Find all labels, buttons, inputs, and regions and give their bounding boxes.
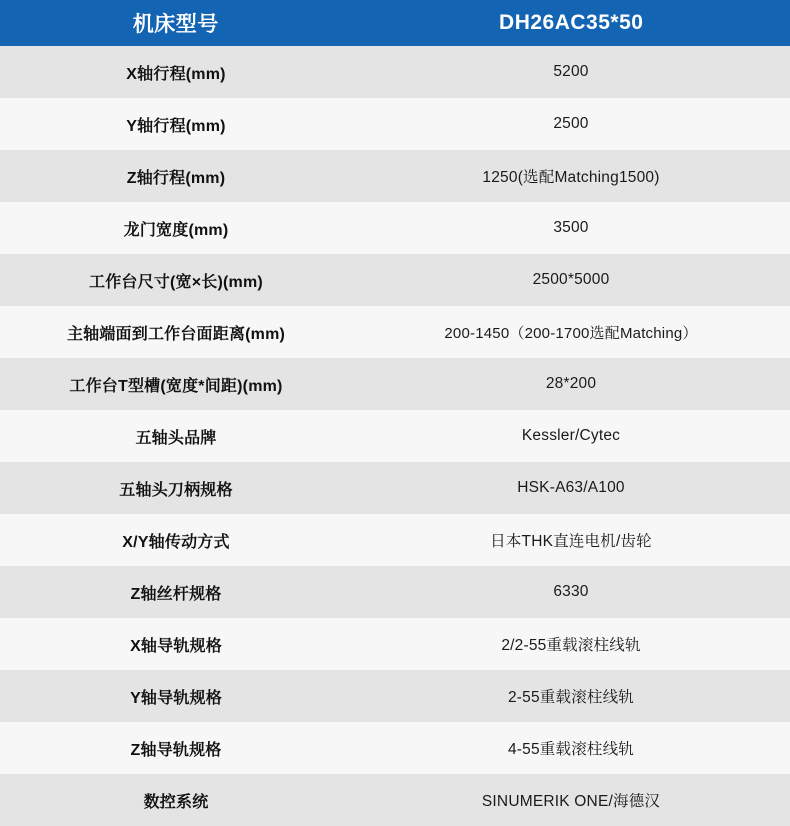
table-row bbox=[0, 46, 790, 98]
table-row bbox=[0, 410, 790, 462]
header-cell-model-label: 机床型号 bbox=[0, 0, 352, 46]
table-row bbox=[0, 514, 790, 566]
header-cell-model-value: DH26AC35*50 bbox=[352, 0, 790, 46]
row-label: Y轴导轨规格 bbox=[0, 670, 352, 722]
row-value: 4-55重载滚柱线轨 bbox=[352, 722, 790, 774]
row-value: 1250(选配Matching1500) bbox=[352, 150, 790, 202]
row-value: 2500*5000 bbox=[352, 254, 790, 306]
table-row bbox=[0, 462, 790, 514]
table-row bbox=[0, 98, 790, 150]
row-label: 主轴端面到工作台面距离(mm) bbox=[0, 306, 352, 358]
table-row bbox=[0, 774, 790, 826]
table-row bbox=[0, 254, 790, 306]
row-value: 28*200 bbox=[352, 358, 790, 410]
table-row bbox=[0, 618, 790, 670]
row-value: 6330 bbox=[352, 566, 790, 618]
row-label: X轴行程(mm) bbox=[0, 46, 352, 98]
row-label: Z轴导轨规格 bbox=[0, 722, 352, 774]
row-label: 数控系统 bbox=[0, 774, 352, 826]
row-label: 五轴头刀柄规格 bbox=[0, 462, 352, 514]
row-value: 2500 bbox=[352, 98, 790, 150]
row-value: 2-55重载滚柱线轨 bbox=[352, 670, 790, 722]
row-label: 五轴头品牌 bbox=[0, 410, 352, 462]
table-header-row bbox=[0, 0, 790, 46]
table-row bbox=[0, 358, 790, 410]
row-value: 2/2-55重载滚柱线轨 bbox=[352, 618, 790, 670]
row-value: 200-1450（200-1700选配Matching） bbox=[352, 306, 790, 358]
table-row bbox=[0, 670, 790, 722]
table-row bbox=[0, 566, 790, 618]
row-label: X/Y轴传动方式 bbox=[0, 514, 352, 566]
row-label: 龙门宽度(mm) bbox=[0, 202, 352, 254]
row-label: 工作台尺寸(宽×长)(mm) bbox=[0, 254, 352, 306]
row-value: HSK-A63/A100 bbox=[352, 462, 790, 514]
table-row bbox=[0, 202, 790, 254]
table-row bbox=[0, 722, 790, 774]
row-label: X轴导轨规格 bbox=[0, 618, 352, 670]
table-body bbox=[0, 46, 790, 826]
row-label: 工作台T型槽(宽度*间距)(mm) bbox=[0, 358, 352, 410]
row-value: 5200 bbox=[352, 46, 790, 98]
row-value: 日本THK直连电机/齿轮 bbox=[352, 514, 790, 566]
row-value: 3500 bbox=[352, 202, 790, 254]
row-label: Y轴行程(mm) bbox=[0, 98, 352, 150]
row-label: Z轴行程(mm) bbox=[0, 150, 352, 202]
table-row bbox=[0, 306, 790, 358]
row-value: Kessler/Cytec bbox=[352, 410, 790, 462]
row-label: Z轴丝杆规格 bbox=[0, 566, 352, 618]
row-value: SINUMERIK ONE/海德汉 bbox=[352, 774, 790, 826]
table-row bbox=[0, 150, 790, 202]
